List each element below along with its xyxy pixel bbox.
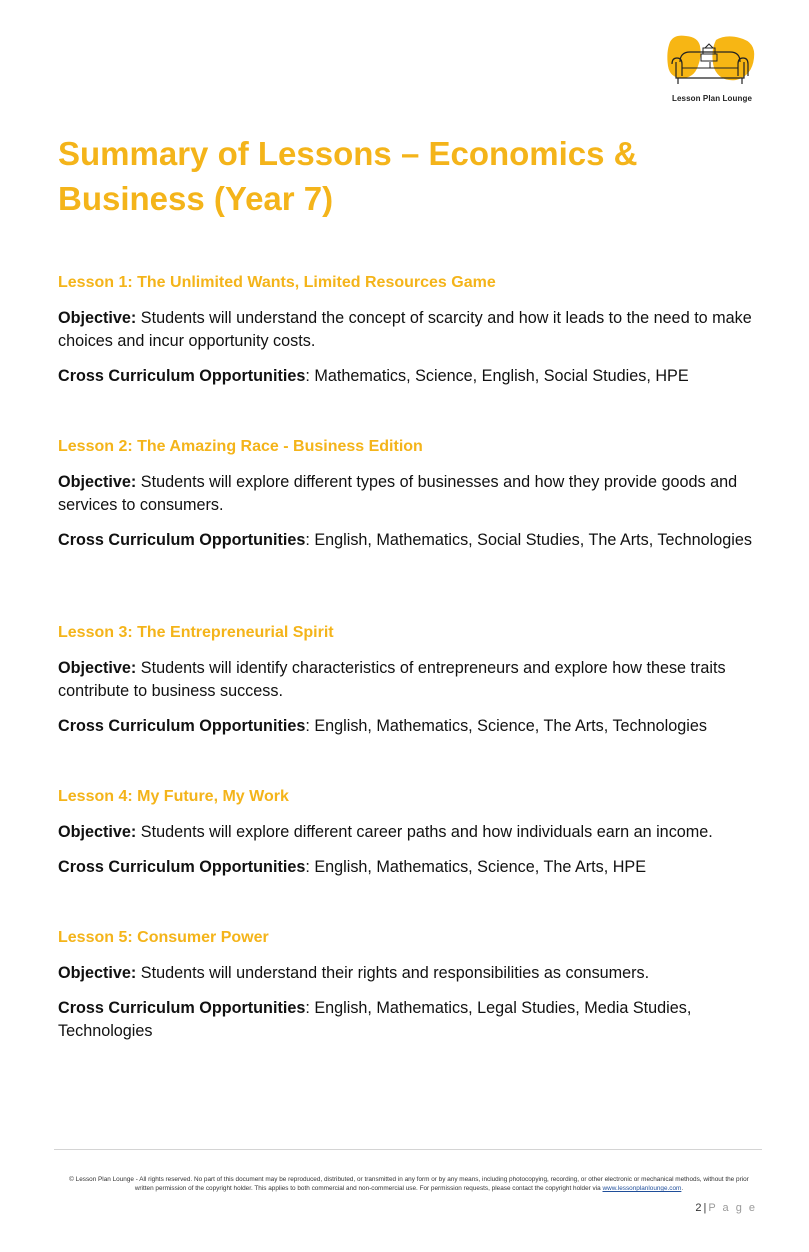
copyright-text: © Lesson Plan Lounge - All rights reserved. No part of this document may be reproduced, distributed, or transmitted in any form or by any means, including photocopying, recording, or other electronic or mechanical methods, without the prior written permission of the copyright holder. This applies to both commercial and non-commercial use. For permission requests, please contact the copyright holder via (69, 1176, 749, 1192)
objective-text: Students will identify characteristics of entrepreneurs and explore how these traits contribute to business success. (58, 659, 726, 700)
lesson-section-1 (58, 273, 758, 400)
lesson-section-3 (58, 623, 758, 750)
copyright-suffix: . (681, 1185, 684, 1192)
cross-curriculum-text: : English, Mathematics, Science, The Arts, HPE (305, 858, 647, 876)
lesson-heading: Lesson 3: The Entrepreneurial Spirit (58, 624, 334, 641)
lesson-objective (58, 657, 758, 703)
objective-text: Students will understand the concept of scarcity and how it leads to the need to make choices and incur opportunity costs. (58, 309, 752, 350)
lesson-objective (58, 471, 758, 517)
cross-curriculum-label: Cross Curriculum Opportunities (58, 367, 306, 385)
footer-copyright (62, 1175, 756, 1193)
lesson-cross-curriculum (58, 365, 758, 388)
page-label: P a g e (708, 1202, 757, 1214)
lesson-section-5 (58, 928, 758, 1055)
cross-curriculum-text: : English, Mathematics, Legal Studies, Media Studies, Technologies (58, 999, 692, 1040)
objective-label: Objective: (58, 659, 137, 677)
cross-curriculum-text: : English, Mathematics, Social Studies, The Arts, Technologies (305, 531, 752, 549)
lesson-objective (58, 962, 758, 985)
cross-curriculum-label: Cross Curriculum Opportunities (58, 717, 306, 735)
cross-curriculum-label: Cross Curriculum Opportunities (58, 531, 306, 549)
lesson-cross-curriculum (58, 997, 758, 1043)
lesson-objective (58, 821, 758, 844)
cross-curriculum-text: : English, Mathematics, Science, The Arts, Technologies (305, 717, 707, 735)
objective-text: Students will understand their rights and responsibilities as consumers. (136, 964, 650, 982)
lesson-heading: Lesson 4: My Future, My Work (58, 788, 289, 805)
objective-text: Students will explore different career paths and how individuals earn an income. (136, 823, 713, 841)
brand-logo (664, 32, 760, 108)
page-separator: | (703, 1202, 709, 1214)
objective-label: Objective: (58, 823, 137, 841)
objective-label: Objective: (58, 473, 137, 491)
lesson-objective (58, 307, 758, 353)
lesson-heading: Lesson 2: The Amazing Race - Business Edition (58, 438, 423, 455)
logo-text: Lesson Plan Lounge (671, 94, 753, 103)
lesson-cross-curriculum (58, 529, 758, 552)
page-number (695, 1202, 757, 1214)
lesson-section-4 (58, 787, 758, 891)
page-number-value: 2 (695, 1202, 704, 1214)
lesson-section-2 (58, 437, 758, 564)
lesson-cross-curriculum (58, 856, 758, 879)
website-link[interactable]: www.lessonplanlounge.com (602, 1185, 682, 1192)
objective-label: Objective: (58, 964, 137, 982)
objective-text: Students will explore different types of businesses and how they provide goods and services to consumers. (58, 473, 738, 514)
lesson-heading: Lesson 5: Consumer Power (58, 929, 269, 946)
sofa-logo-icon (664, 32, 760, 94)
cross-curriculum-text: : Mathematics, Science, English, Social Studies, HPE (305, 367, 689, 385)
cross-curriculum-label: Cross Curriculum Opportunities (58, 858, 306, 876)
cross-curriculum-label: Cross Curriculum Opportunities (58, 999, 306, 1017)
lesson-cross-curriculum (58, 715, 758, 738)
lesson-heading: Lesson 1: The Unlimited Wants, Limited Resources Game (58, 274, 496, 291)
objective-label: Objective: (58, 309, 137, 327)
footer-divider (54, 1149, 762, 1150)
page-title: Summary of Lessons – Economics & Business (Year 7) (58, 135, 638, 217)
